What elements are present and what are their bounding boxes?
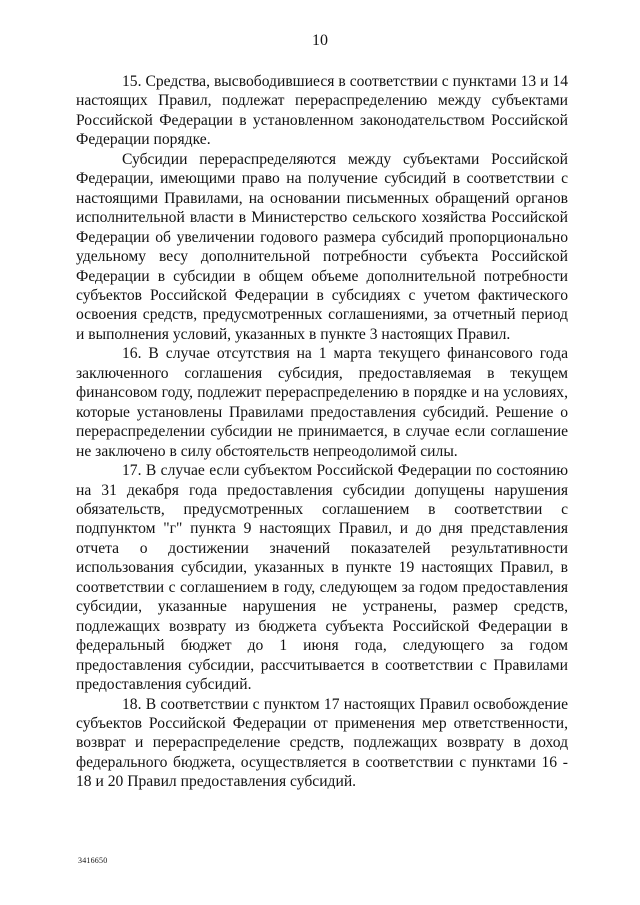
page-number: 10 — [312, 32, 328, 49]
document-code: 3416650 — [78, 856, 108, 865]
paragraph-18: 18. В соответствии с пунктом 17 настоящих Правил освобождение субъектов Российской Федерации от применения мер ответственности, возврат и перераспределение средств, подлежащих возврату в доход федерального бюджета, осуществляется в соответствии с пунктами 16 - 18 и 20 Правил предоставления субсидий. — [76, 695, 568, 791]
paragraph-15-continuation: Субсидии перераспределяются между субъектами Российской Федерации, имеющими право на получение субсидий в соответствии с настоящими Правилами, на основании письменных обращений органов исполнительной власти в Министерство сельского хозяйства Российской Федерации об увеличении годового размера субсидий пропорционально удельному весу дополнительной потребности субъекта Российской Федерации в субсидии в общем объеме дополнительной потребности субъектов Российской Федерации в субсидиях с учетом фактического освоения средств, предусмотренных соглашениями, за отчетный период и выполнения условий, указанных в пункте 3 настоящих Правил. — [76, 150, 568, 343]
paragraph-16: 16. В случае отсутствия на 1 марта текущего финансового года заключенного соглашения субсидия, предоставляемая в текущем финансовом году, подлежит перераспределению в порядке и на условиях, которые установлены Правилами предоставления субсидий. Решение о перераспределении субсидии не принимается, в случае если соглашение не заключено в силу обстоятельств непреодолимой силы. — [76, 345, 568, 460]
paragraph-17: 17. В случае если субъектом Российской Федерации по состоянию на 31 декабря года предоставления субсидии допущены нарушения обязательств, предусмотренных соглашением в соответствии с подпунктом "г" пункта 9 настоящих Правил, и до дня представления отчета о достижении значений показателей результативности использования субсидии, указанных в пункте 19 настоящих Правил, в соответствии с соглашением в году, следующем за годом предоставления субсидии, указанные нарушения не устранены, размер средств, подлежащих возврату из бюджета субъекта Российской Федерации в федеральный бюджет до 1 июня года, следующего за годом предоставления субсидии, рассчитывается в соответствии с Правилами предоставления субсидий. — [76, 462, 568, 694]
paragraph-15: 15. Средства, высвободившиеся в соответствии с пунктами 13 и 14 настоящих Правил, подлежат перераспределению между субъектами Российской Федерации в установленном законодательством Российской Федерации порядке. — [76, 73, 568, 149]
document-body — [76, 72, 568, 792]
